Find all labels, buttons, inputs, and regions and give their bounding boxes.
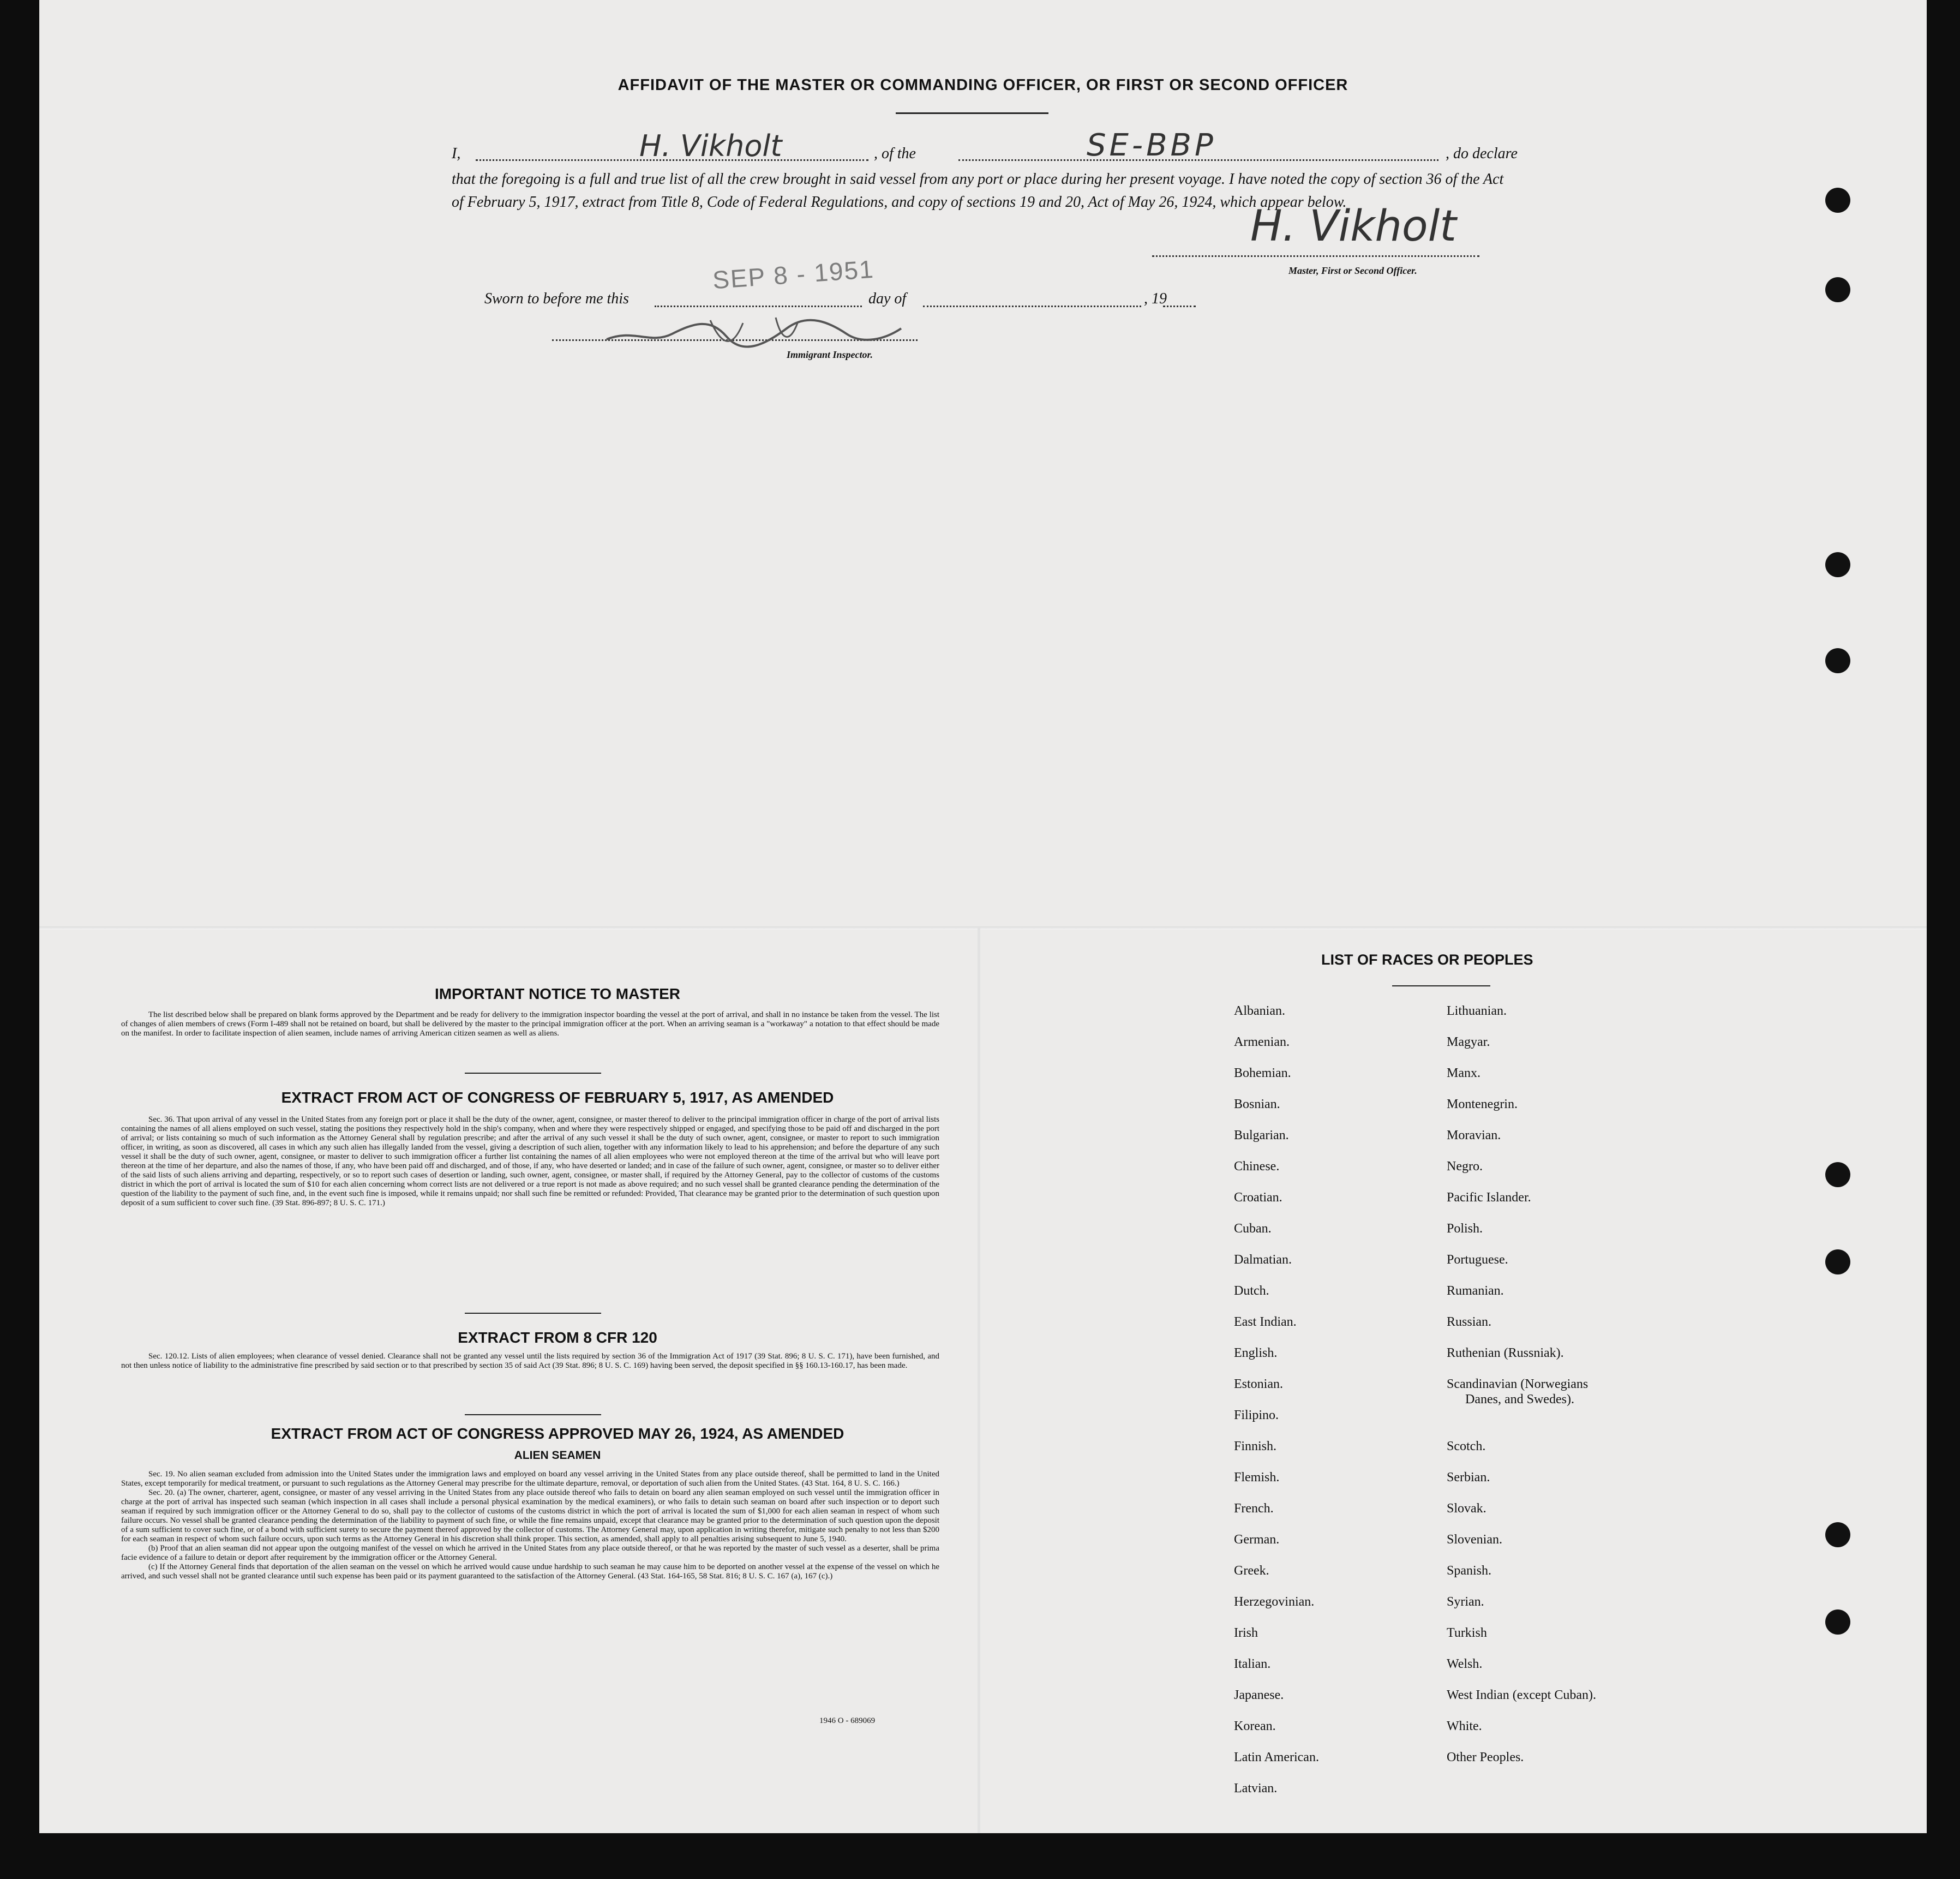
race-left-item: Bohemian. — [1234, 1066, 1291, 1080]
race-right-item: Russian. — [1447, 1315, 1492, 1329]
race-left-item: Italian. — [1234, 1657, 1271, 1671]
race-right-item: Syrian. — [1447, 1595, 1484, 1609]
punch-hole — [1825, 277, 1850, 302]
handwritten-master-name: H. Vikholt — [639, 129, 782, 163]
declarant-prefix: I, — [452, 145, 461, 162]
race-left-item: Finnish. — [1234, 1439, 1277, 1453]
race-right-item: Rumanian. — [1447, 1284, 1504, 1298]
sec-20b-paragraph: (b) Proof that an alien seaman did not appear upon the outgoing manifest of the vessel on which he arrived in the United States from any place outside thereof, or that he was reported by the master of such vessel as a deserter, shall be prima facie evidence of a failure to detain or deport after requirement by the immigration officer or the Attorney General. — [121, 1544, 939, 1562]
sec-20c-paragraph: (c) If the Attorney General finds that deportation of the alien seaman on the vessel on which he arrived would cause undue hardship to such seaman he may cause him to be deported on another vessel at the expense of the vessel on which he arrived, and such vessel shall not be granted clearance until such expense has been paid or its payment guaranteed to the satisfaction of the Attorney General. (43 Stat. 164-165, 58 Stat. 816; 8 U. S. C. 167 (a), 167 (c).) — [121, 1563, 939, 1581]
title-underline — [896, 112, 1048, 114]
punch-hole — [1825, 1522, 1850, 1547]
inspector-caption: Immigrant Inspector. — [787, 349, 873, 360]
document-page — [39, 0, 1927, 1833]
extract-cfr-title: EXTRACT FROM 8 CFR 120 — [458, 1329, 657, 1346]
notice-body — [121, 1010, 939, 1038]
race-right-item: Welsh. — [1447, 1657, 1483, 1671]
sec-36-paragraph: Sec. 36. That upon arrival of any vessel in the United States from any foreign port or place it shall be the duty of the owner, agent, consignee, or master thereof to deliver to the principal immigration officer in charge of the port of arrival lists containing the names of all aliens employed on such vessel, stating the positions they respectively hold in the ship's company, when and where they were respectively shipped or engaged, and specifying those to be paid off and discharged in the port of arrival; or lists containing so much of such information as the Attorney General shall by regulation prescribe; and after the arrival of any such vessel it shall be the duty of such owner, agent, consignee, or master to report to such immigration officer, in writing, as soon as discovered, all cases in which any such alien has illegally landed from the vessel, giving a description of such alien, together with any information likely to lead to his apprehension; and before the departure of any such vessel it shall be the duty of such owner, agent, consignee, or master to deliver to such immigration officer a further list containing the names of all alien employees who were not employed thereon at the time of the arrival but who will leave port thereon at the time of her departure, and also the names of those, if any, who have been paid off and discharged, and of those, if any, who have deserted or landed; and in case of the failure of such owner, agent, consignee, or master so to deliver either of the said lists of such aliens arriving and departing, respectively, or so to report such cases of desertion or landing, such owner, agent, consignee, or master shall, if required by the Attorney General, pay to the collector of customs of the customs district in which the port of arrival is located the sum of $10 for each alien concerning whom correct lists are not delivered or a true report is not made as above required; and no such vessel shall be granted clearance pending the determination of the question of the liability to the payment of such fine, and, in the event such fine is imposed, while it remains unpaid; nor shall such fine be remitted or refunded: Provided, That clearance may be granted prior to the determination of such question upon deposit of a sum sufficient to cover such fine. (39 Stat. 896-897; 8 U. S. C. 171.) — [121, 1115, 939, 1207]
notice-paragraph: The list described below shall be prepared on blank forms approved by the Department and be ready for delivery to the immigration inspector boarding the vessel at the port of arrival, and shall in no instance be taken from the vessel. The list of changes of alien members of crews (Form I-489 shall not be retained on board, but shall be delivered by the master to the principal immigration officer at the port. When an arriving seaman is a "workaway" a notation to that effect should be made on the manifest. In order to facilitate inspection of alien seamen, include names of arriving American citizen seamen as well as aliens. — [121, 1010, 939, 1038]
race-left-item: Estonian. — [1234, 1377, 1283, 1391]
races-list-title: LIST OF RACES OR PEOPLES — [1321, 952, 1533, 968]
punch-hole — [1825, 648, 1850, 673]
race-right-item: Scandinavian (Norwegians — [1447, 1377, 1589, 1391]
extract-1917-title: EXTRACT FROM ACT OF CONGRESS OF FEBRUARY 5, 1917, AS AMENDED — [281, 1089, 834, 1106]
fold-line — [39, 926, 1927, 930]
races-title-underline — [1392, 985, 1490, 986]
alien-seamen-subtitle: ALIEN SEAMEN — [514, 1449, 601, 1462]
punch-hole — [1825, 552, 1850, 577]
sworn-date-line — [655, 306, 862, 307]
of-the-label: , of the — [874, 145, 916, 162]
day-of-label: day of — [868, 290, 907, 307]
race-right-item: White. — [1447, 1719, 1482, 1733]
month-line — [923, 306, 1141, 307]
race-right-item: Spanish. — [1447, 1564, 1492, 1578]
race-left-item: Croatian. — [1234, 1190, 1282, 1205]
race-right-item: Manx. — [1447, 1066, 1481, 1080]
master-signature: H. Vikholt — [1250, 202, 1456, 251]
extract-1917-body — [121, 1115, 939, 1208]
signature-caption: Master, First or Second Officer. — [1288, 265, 1417, 276]
race-right-item-continued: Danes, and Swedes). — [1465, 1392, 1574, 1407]
year-prefix: , 19 — [1144, 290, 1167, 307]
affidavit-title: AFFIDAVIT OF THE MASTER OR COMMANDING OFFICER, OR FIRST OR SECOND OFFICER — [618, 76, 1348, 94]
punch-hole — [1825, 1249, 1850, 1274]
race-left-item: Latvian. — [1234, 1781, 1278, 1796]
section-divider — [465, 1313, 601, 1314]
race-right-item: Montenegrin. — [1447, 1097, 1518, 1111]
race-left-item: Irish — [1234, 1626, 1258, 1640]
race-left-item: Korean. — [1234, 1719, 1276, 1733]
affidavit-body: that the foregoing is a full and true list of all the crew brought in said vessel from any port or place during her present voyage. I have noted the copy of section 36 of the Act of February 5, 1917, extract from Title 8, Code of Federal Regulations, and copy of sections 19 and 20, Act of May 26, 1924, which appear below. — [452, 171, 1504, 211]
race-left-item: English. — [1234, 1346, 1278, 1360]
year-line — [1163, 306, 1196, 307]
race-left-item: Bulgarian. — [1234, 1128, 1289, 1142]
section-divider — [465, 1414, 601, 1415]
extract-1924-title: EXTRACT FROM ACT OF CONGRESS APPROVED MAY 26, 1924, AS AMENDED — [271, 1425, 844, 1442]
race-right-item: Slovenian. — [1447, 1533, 1502, 1547]
race-left-item: Chinese. — [1234, 1159, 1280, 1174]
section-divider — [465, 1073, 601, 1074]
notice-title: IMPORTANT NOTICE TO MASTER — [434, 985, 681, 1002]
sec-120-paragraph: Sec. 120.12. Lists of alien employees; when clearance of vessel denied. Clearance shall not be granted any vessel until the lists required by section 36 of the Immigration Act of 1917 (39 Stat. 896; 8 U. S. C. 171), have been furnished, and not then unless notice of liability to the administrative fine prescribed by said section or to that prescribed by section 35 of said Act (39 Stat. 896; 8 U. S. C. 169) having been served, the deposit specified in §§ 160.13-160.17, has been made. — [121, 1352, 939, 1370]
race-left-item: Latin American. — [1234, 1750, 1319, 1764]
extract-1924-body — [121, 1470, 939, 1581]
race-right-item: Lithuanian. — [1447, 1004, 1507, 1018]
race-right-item: Moravian. — [1447, 1128, 1501, 1142]
race-left-item: Greek. — [1234, 1564, 1269, 1578]
race-left-item: Armenian. — [1234, 1035, 1290, 1049]
race-left-item: Dalmatian. — [1234, 1253, 1292, 1267]
race-left-item: East Indian. — [1234, 1315, 1297, 1329]
race-right-item: Serbian. — [1447, 1470, 1490, 1485]
race-left-item: Cuban. — [1234, 1222, 1272, 1236]
date-stamp: SEP 8 - 1951 — [711, 254, 876, 295]
race-left-item: German. — [1234, 1533, 1280, 1547]
race-right-item: Other Peoples. — [1447, 1750, 1524, 1764]
vertical-fold-line — [978, 927, 980, 1833]
race-left-item: Albanian. — [1234, 1004, 1285, 1018]
race-right-item: Polish. — [1447, 1222, 1483, 1236]
race-right-item: Magyar. — [1447, 1035, 1490, 1049]
handwritten-vessel-name: SE-BBP — [1087, 128, 1216, 163]
race-right-item: Slovak. — [1447, 1501, 1487, 1516]
punch-hole — [1825, 1609, 1850, 1635]
sworn-label: Sworn to before me this — [484, 290, 629, 307]
do-declare-label: , do declare — [1446, 145, 1518, 162]
race-right-item: Pacific Islander. — [1447, 1190, 1531, 1205]
race-left-item: Herzegovinian. — [1234, 1595, 1315, 1609]
race-left-item: Dutch. — [1234, 1284, 1269, 1298]
race-left-item: French. — [1234, 1501, 1274, 1516]
race-right-item: Turkish — [1447, 1626, 1487, 1640]
race-right-item: West Indian (except Cuban). — [1447, 1688, 1596, 1702]
race-left-item: Japanese. — [1234, 1688, 1284, 1702]
race-right-item: Scotch. — [1447, 1439, 1486, 1453]
signature-line — [1152, 255, 1479, 257]
race-right-item: Negro. — [1447, 1159, 1483, 1174]
sec-19-paragraph: Sec. 19. No alien seaman excluded from admission into the United States under the immigration laws and employed on board any vessel arriving in the United States from any place outside thereof, shall be permitted to land in the United States, except temporarily for medical treatment, or pursuant to such regulations as the Attorney General may prescribe for the ultimate departure, removal, or deportation of such alien from the United States. (43 Stat. 164, 8 U. S. C. 166.) — [121, 1470, 939, 1488]
sec-20-paragraph: Sec. 20. (a) The owner, charterer, agent, consignee, or master of any vessel arriving in the United States from any place outside thereof who fails to detain on board any alien seaman employed on such vessel until the immigration officer in charge at the port of arrival has inspected such seaman (which inspection in all cases shall include a personal physical examination by the medical examiners), or who fails to detain such seaman on board after such inspection or to deport such seaman if required by such immigration officer or the Attorney General to do so, shall pay to the collector of customs of the customs district in which the port of arrival is located the sum of $1,000 for each alien seaman in respect of whom such failure occurs. No vessel shall be granted clearance pending the determination of the liability to payment of such fine, or while the fine remains unpaid, except that clearance may be granted prior to the determination of such question upon the deposit of a sum sufficient to cover such fine, or of a bond with sufficient surety to secure the payment thereof approved by the collector of customs. The Attorney General may, upon application in writing therefor, mitigate such penalty to not less than $200 for each seaman in respect of whom such failure occurs, upon such terms as the Attorney General in his discretion shall think proper. This section, as amended, shall apply to all penalties arising subsequent to June 5, 1940. — [121, 1488, 939, 1543]
punch-hole — [1825, 188, 1850, 213]
race-left-item: Flemish. — [1234, 1470, 1280, 1485]
extract-cfr-body — [121, 1352, 939, 1371]
race-right-item: Ruthenian (Russniak). — [1447, 1346, 1564, 1360]
race-left-item: Bosnian. — [1234, 1097, 1280, 1111]
print-code: 1946 O - 689069 — [819, 1716, 876, 1725]
race-right-item: Portuguese. — [1447, 1253, 1508, 1267]
race-left-item: Filipino. — [1234, 1408, 1279, 1422]
punch-hole — [1825, 1162, 1850, 1187]
